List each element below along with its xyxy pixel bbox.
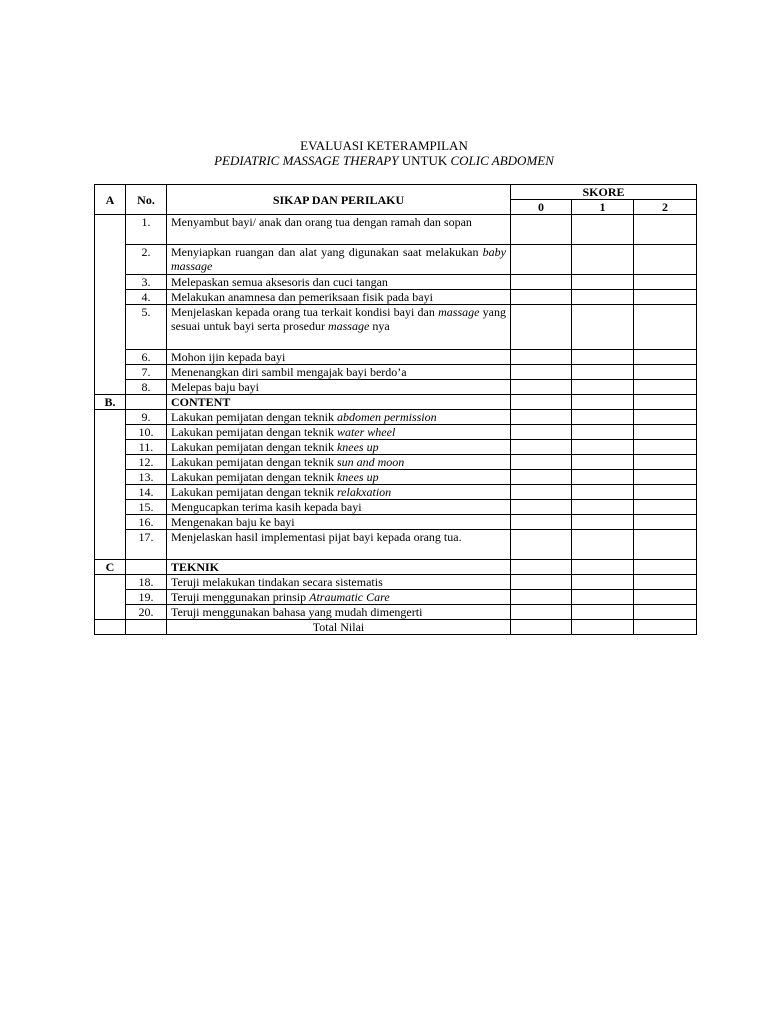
score-cell[interactable] <box>572 365 634 380</box>
score-cell[interactable] <box>511 410 572 425</box>
score-cell[interactable] <box>511 215 572 245</box>
score-cell[interactable] <box>634 425 697 440</box>
row-text: Mengenakan baju ke bayi <box>167 515 511 530</box>
score-cell[interactable] <box>634 365 697 380</box>
score-cell[interactable] <box>634 470 697 485</box>
table-row <box>95 380 697 395</box>
score-cell[interactable] <box>572 515 634 530</box>
score-cell[interactable] <box>572 575 634 590</box>
row-text: Melakukan anamnesa dan pemeriksaan fisik pada bayi <box>167 290 511 305</box>
row-text <box>167 590 511 605</box>
row-text-italic: baby massage <box>171 245 506 273</box>
row-no: 14. <box>126 485 167 500</box>
section-b-label: B. <box>95 395 126 410</box>
row-text-part: Lakukan pemijatan dengan teknik <box>171 470 337 484</box>
row-text: Teruji menggunakan bahasa yang mudah dimengerti <box>167 605 511 620</box>
score-cell[interactable] <box>572 605 634 620</box>
row-text: Menyambut bayi/ anak dan orang tua dengan ramah dan sopan <box>167 215 511 245</box>
row-text-italic: massage <box>327 319 370 333</box>
score-cell[interactable] <box>634 410 697 425</box>
table-row <box>95 305 697 350</box>
row-text-part: nya <box>369 319 390 333</box>
row-text: Menjelaskan hasil implementasi pijat bayi kepada orang tua. <box>167 530 511 560</box>
subtitle-colic: COLIC ABDOMEN <box>450 153 554 168</box>
score-cell[interactable] <box>572 425 634 440</box>
table-row <box>95 590 697 605</box>
score-cell[interactable] <box>572 275 634 290</box>
total-label: Total Nilai <box>167 620 511 635</box>
row-text-part: Lakukan pemijatan dengan teknik <box>171 455 337 469</box>
score-cell[interactable] <box>634 560 697 575</box>
score-cell[interactable] <box>634 500 697 515</box>
row-text-italic: water wheel <box>336 425 396 439</box>
header-score-0: 0 <box>511 200 572 215</box>
score-cell[interactable] <box>634 590 697 605</box>
score-cell[interactable] <box>511 365 572 380</box>
score-cell[interactable] <box>572 350 634 365</box>
row-text-italic: massage <box>438 305 480 319</box>
section-c-row <box>95 560 697 575</box>
score-cell[interactable] <box>511 395 572 410</box>
table-row <box>95 575 697 590</box>
table-row <box>95 500 697 515</box>
document-title: EVALUASI KETERAMPILAN <box>300 138 468 153</box>
row-text <box>167 455 511 470</box>
row-text: Teruji melakukan tindakan secara sistematis <box>167 575 511 590</box>
table-row <box>95 290 697 305</box>
score-cell[interactable] <box>634 485 697 500</box>
total-score-cell[interactable] <box>572 620 634 635</box>
empty-cell <box>126 620 167 635</box>
table-row <box>95 215 697 245</box>
score-cell[interactable] <box>634 605 697 620</box>
row-text-part: Menyiapkan ruangan dan alat yang digunakan saat melakukan <box>171 245 483 259</box>
row-text <box>167 245 511 275</box>
row-no: 1. <box>126 215 167 245</box>
row-no: 3. <box>126 275 167 290</box>
score-cell[interactable] <box>634 515 697 530</box>
score-cell[interactable] <box>511 275 572 290</box>
row-no: 5. <box>126 305 167 350</box>
score-cell[interactable] <box>572 485 634 500</box>
table-row <box>95 530 697 560</box>
section-a-cell <box>95 215 126 395</box>
score-cell[interactable] <box>511 245 572 275</box>
row-text: Melepas baju bayi <box>167 380 511 395</box>
row-text-part: Menjelaskan kepada orang tua terkait kondisi bayi dan <box>171 305 439 319</box>
row-no: 20. <box>126 605 167 620</box>
row-text: Mohon ijin kepada bayi <box>167 350 511 365</box>
section-b-title: CONTENT <box>167 395 511 410</box>
score-cell[interactable] <box>634 455 697 470</box>
score-cell[interactable] <box>634 575 697 590</box>
row-text <box>167 425 511 440</box>
score-cell[interactable] <box>511 350 572 365</box>
row-text-part: Teruji menggunakan prinsip <box>171 590 310 604</box>
row-no: 10. <box>126 425 167 440</box>
total-score-cell[interactable] <box>634 620 697 635</box>
row-text-italic: knees up <box>336 440 379 454</box>
section-c-label: C <box>95 560 126 575</box>
row-text-part: Lakukan pemijatan dengan teknik <box>171 425 337 439</box>
total-score-cell[interactable] <box>511 620 572 635</box>
empty-cell <box>95 620 126 635</box>
row-no: 18. <box>126 575 167 590</box>
table-row <box>95 425 697 440</box>
subtitle-untuk: UNTUK <box>398 153 451 168</box>
score-cell[interactable] <box>511 515 572 530</box>
score-cell[interactable] <box>511 590 572 605</box>
score-cell[interactable] <box>511 485 572 500</box>
row-text-italic: knees up <box>336 470 379 484</box>
section-b-row <box>95 395 697 410</box>
score-cell[interactable] <box>634 305 697 350</box>
section-c-title: TEKNIK <box>167 560 511 575</box>
table-row <box>95 455 697 470</box>
score-cell[interactable] <box>634 380 697 395</box>
section-c-cell <box>95 575 126 620</box>
header-score-2: 2 <box>634 200 697 215</box>
row-no: 11. <box>126 440 167 455</box>
score-cell[interactable] <box>572 470 634 485</box>
score-cell[interactable] <box>511 605 572 620</box>
row-text <box>167 485 511 500</box>
row-text-italic: sun and moon <box>336 455 405 469</box>
table-row <box>95 440 697 455</box>
table-row <box>95 605 697 620</box>
score-cell[interactable] <box>634 275 697 290</box>
row-text-part: Lakukan pemijatan dengan teknik <box>171 485 337 499</box>
score-cell[interactable] <box>511 290 572 305</box>
header-no: No. <box>126 185 167 215</box>
subtitle-therapy: PEDIATRIC MASSAGE THERAPY <box>214 153 399 168</box>
table-row <box>95 485 697 500</box>
row-text <box>167 470 511 485</box>
row-no: 7. <box>126 365 167 380</box>
row-text <box>167 305 511 350</box>
score-cell[interactable] <box>511 305 572 350</box>
score-cell[interactable] <box>511 440 572 455</box>
header-skore: SKORE <box>511 185 697 200</box>
score-cell[interactable] <box>572 440 634 455</box>
empty-cell <box>126 395 167 410</box>
score-cell[interactable] <box>634 350 697 365</box>
row-no: 16. <box>126 515 167 530</box>
score-cell[interactable] <box>572 500 634 515</box>
section-b-cell <box>95 410 126 560</box>
row-text-part: Lakukan pemijatan dengan teknik <box>171 410 337 424</box>
document-subtitle <box>0 153 768 169</box>
header-score-1: 1 <box>572 200 634 215</box>
row-text-italic: Atraumatic Care <box>309 590 390 604</box>
score-cell[interactable] <box>634 245 697 275</box>
score-cell[interactable] <box>634 395 697 410</box>
table-row <box>95 515 697 530</box>
score-cell[interactable] <box>572 590 634 605</box>
score-cell[interactable] <box>572 530 634 560</box>
score-cell[interactable] <box>511 575 572 590</box>
row-no: 19. <box>126 590 167 605</box>
score-cell[interactable] <box>511 380 572 395</box>
row-text-part: Lakukan pemijatan dengan teknik <box>171 440 337 454</box>
score-cell[interactable] <box>572 290 634 305</box>
header-a: A <box>95 185 126 215</box>
table-row <box>95 245 697 275</box>
score-cell[interactable] <box>572 245 634 275</box>
row-text: Menenangkan diri sambil mengajak bayi berdo’a <box>167 365 511 380</box>
row-text-italic: relakxation <box>336 485 392 499</box>
row-no: 2. <box>126 245 167 275</box>
row-text <box>167 440 511 455</box>
score-cell[interactable] <box>572 455 634 470</box>
score-cell[interactable] <box>572 380 634 395</box>
score-cell[interactable] <box>572 395 634 410</box>
row-text: Melepaskan semua aksesoris dan cuci tangan <box>167 275 511 290</box>
score-cell[interactable] <box>511 500 572 515</box>
row-no: 13. <box>126 470 167 485</box>
score-cell[interactable] <box>511 455 572 470</box>
table-row <box>95 365 697 380</box>
table-row <box>95 470 697 485</box>
empty-cell <box>126 560 167 575</box>
score-cell[interactable] <box>511 425 572 440</box>
row-no: 6. <box>126 350 167 365</box>
score-cell[interactable] <box>511 530 572 560</box>
header-sikap: SIKAP DAN PERILAKU <box>167 185 511 215</box>
row-text-part: yang sesuai untuk bayi serta prosedur <box>171 305 507 333</box>
score-cell[interactable] <box>634 290 697 305</box>
score-cell[interactable] <box>511 560 572 575</box>
score-cell[interactable] <box>511 470 572 485</box>
score-cell[interactable] <box>572 560 634 575</box>
table-row <box>95 410 697 425</box>
score-cell[interactable] <box>572 410 634 425</box>
row-no: 8. <box>126 380 167 395</box>
row-no: 4. <box>126 290 167 305</box>
row-no: 12. <box>126 455 167 470</box>
score-cell[interactable] <box>634 440 697 455</box>
score-cell[interactable] <box>634 215 697 245</box>
score-cell[interactable] <box>572 215 634 245</box>
table-row <box>95 350 697 365</box>
evaluation-table <box>94 184 697 635</box>
table-row <box>95 275 697 290</box>
row-no: 17. <box>126 530 167 560</box>
total-row <box>95 620 697 635</box>
row-text: Mengucapkan terima kasih kepada bayi <box>167 500 511 515</box>
row-no: 9. <box>126 410 167 425</box>
score-cell[interactable] <box>634 530 697 560</box>
row-text <box>167 410 511 425</box>
row-text-italic: abdomen permission <box>336 410 437 424</box>
score-cell[interactable] <box>572 305 634 350</box>
row-no: 15. <box>126 500 167 515</box>
